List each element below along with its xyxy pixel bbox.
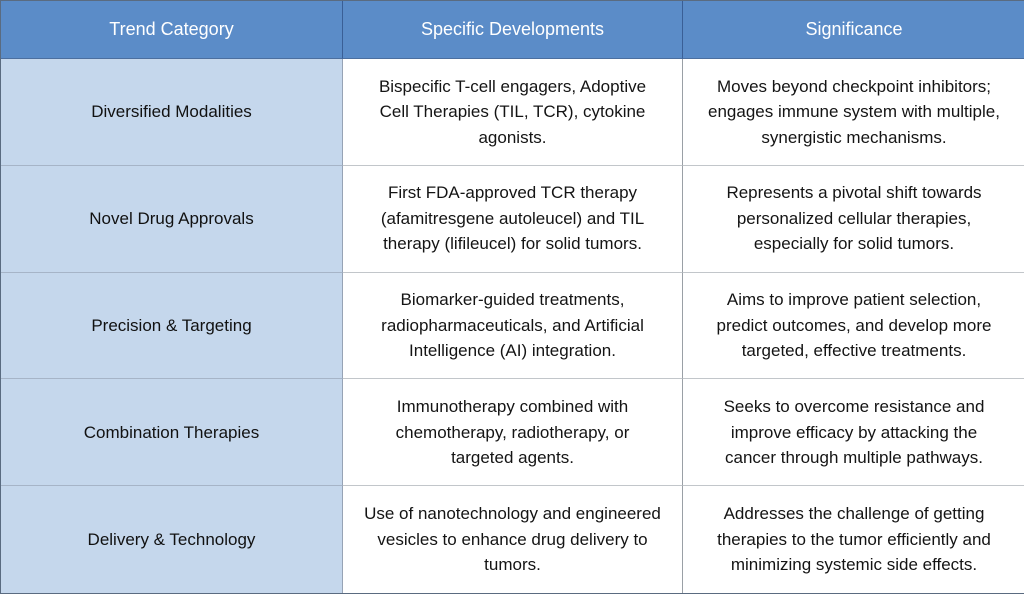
category-cell: Diversified Modalities bbox=[1, 59, 343, 166]
developments-cell: Use of nanotechnology and engineered vesicles to enhance drug delivery to tumors. bbox=[343, 486, 683, 593]
column-header-specific-developments: Specific Developments bbox=[343, 1, 683, 59]
significance-cell: Aims to improve patient selection, predict outcomes, and develop more targeted, effective treatments. bbox=[683, 273, 1024, 380]
developments-cell: First FDA-approved TCR therapy (afamitresgene autoleucel) and TIL therapy (lifileucel) for solid tumors. bbox=[343, 166, 683, 273]
significance-cell: Addresses the challenge of getting therapies to the tumor efficiently and minimizing systemic side effects. bbox=[683, 486, 1024, 593]
column-header-trend-category: Trend Category bbox=[1, 1, 343, 59]
category-cell: Novel Drug Approvals bbox=[1, 166, 343, 273]
column-header-significance: Significance bbox=[683, 1, 1024, 59]
category-cell: Combination Therapies bbox=[1, 379, 343, 486]
developments-cell: Biomarker-guided treatments, radiopharmaceuticals, and Artificial Intelligence (AI) integration. bbox=[343, 273, 683, 380]
significance-cell: Moves beyond checkpoint inhibitors; engages immune system with multiple, synergistic mechanisms. bbox=[683, 59, 1024, 166]
developments-cell: Bispecific T-cell engagers, Adoptive Cell Therapies (TIL, TCR), cytokine agonists. bbox=[343, 59, 683, 166]
significance-cell: Seeks to overcome resistance and improve efficacy by attacking the cancer through multiple pathways. bbox=[683, 379, 1024, 486]
category-cell: Precision & Targeting bbox=[1, 273, 343, 380]
significance-cell: Represents a pivotal shift towards personalized cellular therapies, especially for solid tumors. bbox=[683, 166, 1024, 273]
category-cell: Delivery & Technology bbox=[1, 486, 343, 593]
developments-cell: Immunotherapy combined with chemotherapy, radiotherapy, or targeted agents. bbox=[343, 379, 683, 486]
